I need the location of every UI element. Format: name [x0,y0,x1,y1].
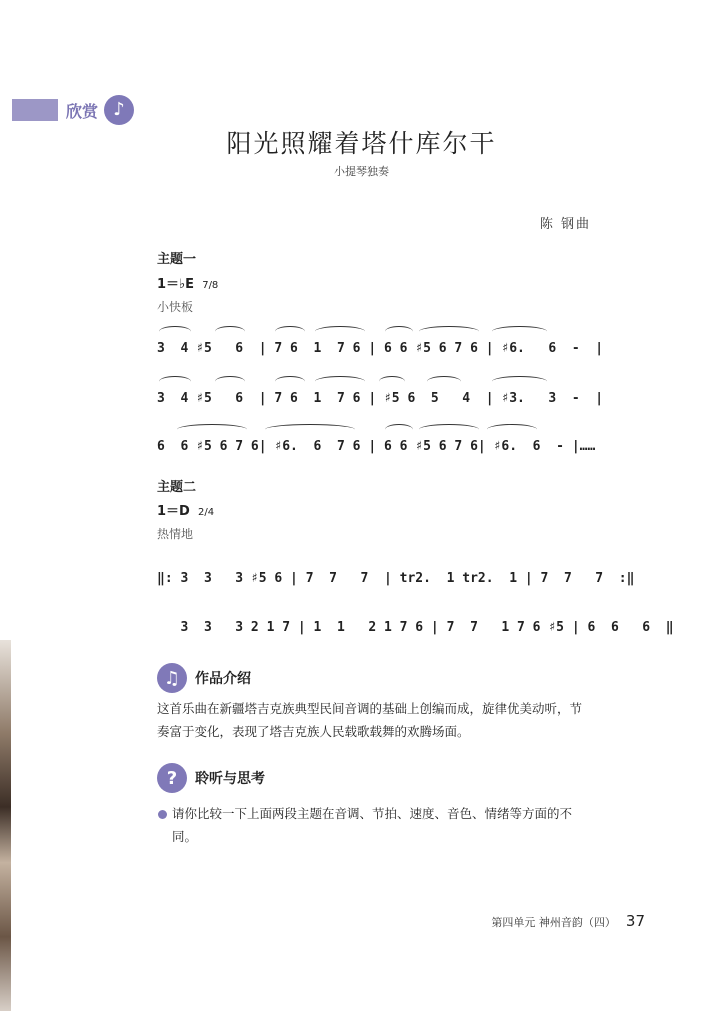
slur [315,326,365,337]
slur [492,326,547,337]
slur [492,376,547,387]
theme1-staff-line-1 [157,326,604,360]
theme1-notation-2: 3 4 ♯5 6 | 7 6 1 7 6 | ♯5 6 5 4 | ♯3. 3 - | [157,391,604,406]
footer-unit: 第四单元 神州音韵（四） [491,916,616,929]
tag-bar [12,99,58,121]
theme1-label: 主题一 [157,252,197,267]
theme2-staff-line-2 [157,605,674,639]
slur [275,326,305,337]
composer-credit: 陈 钢曲 [539,217,591,232]
intro-heading: 作品介绍 [195,671,251,687]
think-heading: 聆听与思考 [195,771,265,787]
think-question: 请你比较一下上面两段主题在音调、节拍、速度、音色、情绪等方面的不同。 [172,806,573,844]
theme1-time-signature: 7/8 [202,280,219,291]
theme2-notation-2: 3 3 3 2 1 7 | 1 1 2 1 7 6 | 7 7 1 7 6 ♯5 | 6 6 6 ‖ [157,620,674,635]
slur [159,326,191,337]
slur [315,376,365,387]
page-number: 37 [625,912,645,930]
music-book-icon: ♫ [157,663,187,693]
page-subtitle: 小提琴独奏 [334,165,389,178]
slur [159,376,191,387]
page-footer [491,912,645,930]
intro-text: 这首乐曲在新疆塔吉克族典型民间音调的基础上创编而成，旋律优美动听，节奏富于变化，表现了塔吉克族人民载歌载舞的欢腾场面。 [157,701,583,739]
theme2-key: 1＝D [157,504,190,519]
theme2-label: 主题二 [157,480,197,495]
section-tag-label: 欣赏 [66,101,99,121]
think-header [157,761,265,795]
intro-header [157,661,251,695]
theme2-staff-line-1 [157,556,635,590]
slur [379,376,405,387]
theme1-staff-line-3 [157,424,597,458]
theme1-notation-3: 6 6 ♯5 6 7 6| ♯6. 6 7 6 | 6 6 ♯5 6 7 6| ♯6. 6 - |…… [157,439,596,454]
theme2-tempo: 热情地 [157,527,194,541]
theme2-time-signature: 2/4 [197,507,215,518]
slur [427,376,461,387]
theme1-staff-line-2 [157,376,604,410]
music-note-icon: ♪ [104,95,134,125]
slur [419,424,479,435]
edge-photo-strip [0,640,11,1011]
slur [385,424,413,435]
section-tag [12,95,134,125]
slur [419,326,479,337]
theme2-notation-1: ‖: 3 3 3 ♯5 6 | 7 7 7 | tr2. 1 tr2. 1 | 7 7 7 :‖ [157,571,635,586]
theme2-key-signature [157,500,214,519]
theme1-tempo: 小快板 [157,300,194,314]
theme1-key: 1＝♭E [157,277,195,292]
slur [215,376,245,387]
slur [177,424,247,435]
slur [265,424,355,435]
slur [275,376,305,387]
slur [487,424,537,435]
theme1-notation-1: 3 4 ♯5 6 | 7 6 1 7 6 | 6 6 ♯5 6 7 6 | ♯6. 6 - | [157,341,604,356]
theme1-key-signature [157,273,218,292]
slur [385,326,413,337]
slur [215,326,245,337]
page-title: 阳光照耀着塔什库尔干 [226,129,497,158]
bullet-icon [158,810,167,819]
question-mark-icon: ? [157,763,187,793]
